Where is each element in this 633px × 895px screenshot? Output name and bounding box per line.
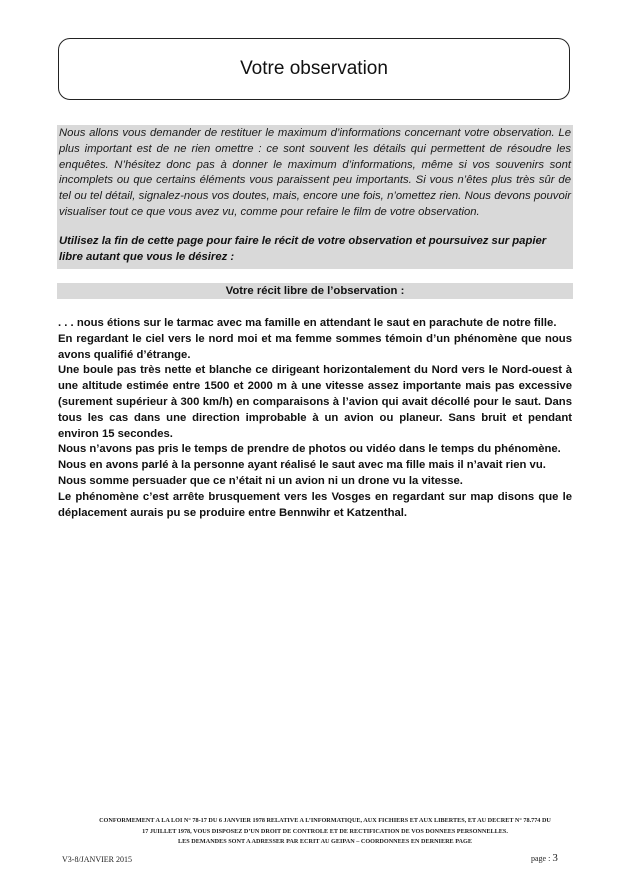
intro-box <box>57 125 573 269</box>
narrative-line: Une boule pas très nette et blanche ce dirigeant horizontalement du Nord vers le Nord-ouest à une altitude estimée entre 1500 et 2000 m à une vitesse assez importante mais pas excessive (surement supérieur à 300 km/h) en comparaisons à l’avion qui avait décollé pour le saut. Dans tous les cas dans une direction improbable à un avion ou planeur. Sans bruit et pendant environ 15 secondes. <box>58 364 572 440</box>
narrative-line: Nous en avons parlé à la personne ayant réalisé le saut avec ma fille mais il n’avait rien vu. <box>58 459 546 472</box>
page-title: Votre observation <box>240 58 388 79</box>
page-number: 3 <box>552 852 558 864</box>
intro-instruction: Utilisez la fin de cette page pour faire le récit de votre observation et poursuivez sur papier libre autant que vous le désirez : <box>59 234 547 263</box>
legal-line: 17 JUILLET 1978, VOUS DISPOSEZ D’UN DROIT DE CONTROLE ET DE RECTIFICATION DE VOS DONNEES PERSONNELLES. <box>142 827 508 835</box>
title-box <box>58 38 570 100</box>
intro-paragraph: Nous allons vous demander de restituer le maximum d’informations concernant votre observation. Le plus important est de ne rien omettre : ce sont souvent les détails qui permettent de résoudre les enquêtes. N’hésitez donc pas à donner le maximum d’informations, même si vos souvenirs sont incomplets ou que certains éléments vous paraissent peu importants. Si vous n’êtes plus très sûr de tel ou tel détail, signalez-nous vos doutes, mais, encore une fois, n’omettez rien. Nous devons pouvoir visualiser tout ce que vous avez vu, comme pour refaire le film de votre observation. <box>59 127 571 218</box>
narrative-line: . . . nous étions sur le tarmac avec ma famille en attendant le saut en parachute de notre fille. <box>58 317 557 329</box>
legal-line: CONFORMEMENT A LA LOI N° 78-17 DU 6 JANVIER 1978 RELATIVE A L’INFORMATIQUE, AUX FICHIERS ET AUX LIBERTES, ET AU DECRET N° 78.774 DU <box>99 817 551 824</box>
narrative-line: Nous somme persuader que ce n’était ni un avion ni un drone vu la vitesse. <box>58 474 463 487</box>
narrative-line: Nous n’avons pas pris le temps de prendre de photos ou vidéo dans le temps du phénomène. <box>58 443 561 456</box>
footer-version: V3-8/JANVIER 2015 <box>62 855 132 864</box>
page-label: page : <box>531 854 551 863</box>
narrative-line: En regardant le ciel vers le nord moi et ma femme sommes témoin d’un phénomène que nous avons qualifié d’étrange. <box>58 332 572 361</box>
narrative-text <box>58 316 572 521</box>
legal-notice <box>76 816 574 848</box>
section-heading: Votre récit libre de l’observation : <box>57 283 573 299</box>
narrative-line: Le phénomène c’est arrête brusquement vers les Vosges en regardant sur map disons que le déplacement aurais pu se produire entre Bennwihr et Katzenthal. <box>58 490 572 519</box>
legal-line: LES DEMANDES SONT A ADRESSER PAR ECRIT AU GEIPAN – COORDONNEES EN DERNIERE PAGE <box>178 838 472 845</box>
footer-page <box>531 852 558 864</box>
